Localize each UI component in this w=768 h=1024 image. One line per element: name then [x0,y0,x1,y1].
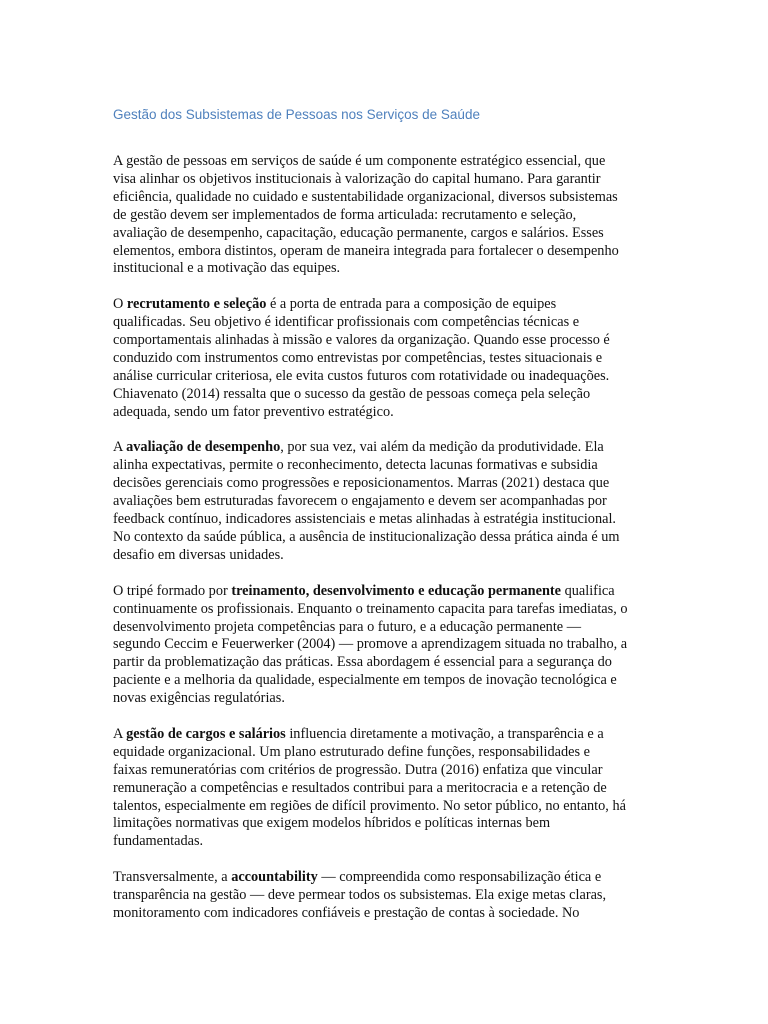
text-line [113,672,658,690]
text-line [113,225,658,243]
text-segment: eficiência, qualidade no cuidado e sustentabilidade organizacional, diversos subsistemas [113,188,618,205]
bold-term: gestão de cargos e salários [126,725,286,742]
text-line [113,636,658,654]
text-segment: A gestão de pessoas em serviços de saúde é um componente estratégico essencial, que [113,153,606,169]
text-line [113,493,658,511]
text-line [113,529,658,547]
text-segment: transparência na gestão — deve permear todos os subsistemas. Ela exige metas claras, [113,887,607,904]
text-line [113,744,658,762]
paragraph [113,869,658,923]
text-line [113,547,658,565]
text-line [113,654,658,672]
text-segment: monitoramento com indicadores confiáveis e prestação de contas à sociedade. No [113,904,580,921]
bold-term: accountability [231,869,318,886]
text-segment: Transversalmente, a [113,869,232,886]
text-segment: paciente e a melhoria da qualidade, especialmente em tempos de inovação tecnológica e [113,672,617,689]
text-line [113,619,658,637]
text-line [113,833,658,851]
text-segment: limitações normativas que exigem modelos híbridos e políticas internas bem [113,815,551,832]
text-segment: No contexto da saúde pública, a ausência de institucionalização dessa prática ainda é um [113,529,620,545]
text-segment: conduzido com instrumentos como entrevistas por competências, testes situacionais e [113,349,603,366]
text-segment: desenvolvimento projeta competências para o futuro, e a educação permanente — [113,618,582,635]
text-segment: Chiavenato (2014) ressalta que o sucesso da gestão de pessoas começa pela seleção [113,385,591,402]
text-line [113,260,658,278]
text-line [113,404,658,422]
text-line [113,457,658,475]
text-line [113,780,658,798]
bold-term: treinamento, desenvolvimento e educação permanente [231,582,562,599]
text-segment: comportamentais alinhadas à missão e valores da organização. Quando esse processo é [113,332,610,349]
text-segment: análise curricular criteriosa, ele evita custos futuros com rotatividade ou inadequações. [113,367,610,384]
text-line [113,439,658,457]
text-line [113,815,658,833]
text-segment: fundamentadas. [113,833,204,850]
text-segment: partir da problematização das práticas. Essa abordagem é essencial para a segurança do [113,654,612,671]
text-segment: alinha expectativas, permite o reconhecimento, detecta lacunas formativas e subsidia [113,457,598,474]
text-segment: avaliações bem estruturadas favorecem o engajamento e devem ser acompanhadas por [113,493,607,510]
text-line [113,798,658,816]
text-segment: O [113,296,127,313]
text-line [113,296,658,314]
text-segment: decisões gerenciais como progressões e reposicionamentos. Marras (2021) destaca que [113,475,610,492]
text-line [113,726,658,744]
text-line [113,368,658,386]
text-line [113,171,658,189]
text-line [113,583,658,601]
text-segment: novas exigências regulatórias. [113,690,285,707]
text-segment: segundo Ceccim e Feuerwerker (2004) — promove a aprendizagem situada no trabalho, a [113,636,628,653]
text-line [113,350,658,368]
paragraph [113,153,658,278]
text-segment: equidade organizacional. Um plano estruturado define funções, responsabilidades e [113,743,590,760]
text-segment: elementos, embora distintos, operam de maneira integrada para fortalecer o desempenho [113,242,619,259]
text-segment: desafio em diversas unidades. [113,546,284,563]
text-segment: A [113,439,127,456]
text-segment: é a porta de entrada para a composição de equipes [266,296,557,313]
text-line [113,314,658,332]
text-segment: institucional e a motivação das equipes. [113,260,341,277]
text-segment: feedback contínuo, indicadores assistenciais e metas alinhadas à estratégia institucional. [113,511,616,528]
text-segment: , por sua vez, vai além da medição da produtividade. Ela [280,439,604,456]
text-line [113,153,658,171]
text-line [113,475,658,493]
text-line [113,905,658,923]
text-line [113,511,658,529]
text-segment: qualifica [561,582,615,599]
bold-term: avaliação de desempenho [126,439,281,456]
text-segment: influencia diretamente a motivação, a transparência e a [285,725,604,742]
paragraph [113,726,658,851]
text-line [113,690,658,708]
text-line [113,207,658,225]
text-segment: qualificadas. Seu objetivo é identificar profissionais com competências técnicas e [113,314,580,331]
paragraph [113,296,658,421]
bold-term: recrutamento e seleção [126,296,267,313]
text-line [113,762,658,780]
document-title: Gestão dos Subsistemas de Pessoas nos Serviços de Saúde [113,107,480,122]
text-line [113,243,658,261]
text-line [113,601,658,619]
text-segment: remuneração a competências e resultados contribui para a meritocracia e a retenção de [113,779,607,796]
text-segment: — compreendida como responsabilização ética e [317,869,602,886]
document-body [113,153,658,923]
text-line [113,887,658,905]
text-segment: visa alinhar os objetivos institucionais à valorização do capital humano. Para garantir [113,170,601,187]
text-line [113,189,658,207]
text-segment: O tripé formado por [113,582,232,599]
text-line [113,386,658,404]
text-segment: de gestão devem ser implementados de forma articulada: recrutamento e seleção, [113,206,577,223]
text-line [113,869,658,887]
paragraph [113,439,658,564]
text-segment: avaliação de desempenho, capacitação, educação permanente, cargos e salários. Esses [113,224,604,241]
text-segment: adequada, sendo um fator preventivo estratégico. [113,403,394,420]
text-segment: A [113,725,127,742]
text-line [113,332,658,350]
text-segment: continuamente os profissionais. Enquanto o treinamento capacita para tarefas imediatas, o [113,600,628,617]
text-segment: faixas remuneratórias com critérios de progressão. Dutra (2016) enfatiza que vincular [113,761,603,778]
paragraph [113,583,658,708]
text-segment: talentos, especialmente em regiões de difícil provimento. No setor público, no entanto, há [113,797,626,814]
document-page [113,104,658,941]
